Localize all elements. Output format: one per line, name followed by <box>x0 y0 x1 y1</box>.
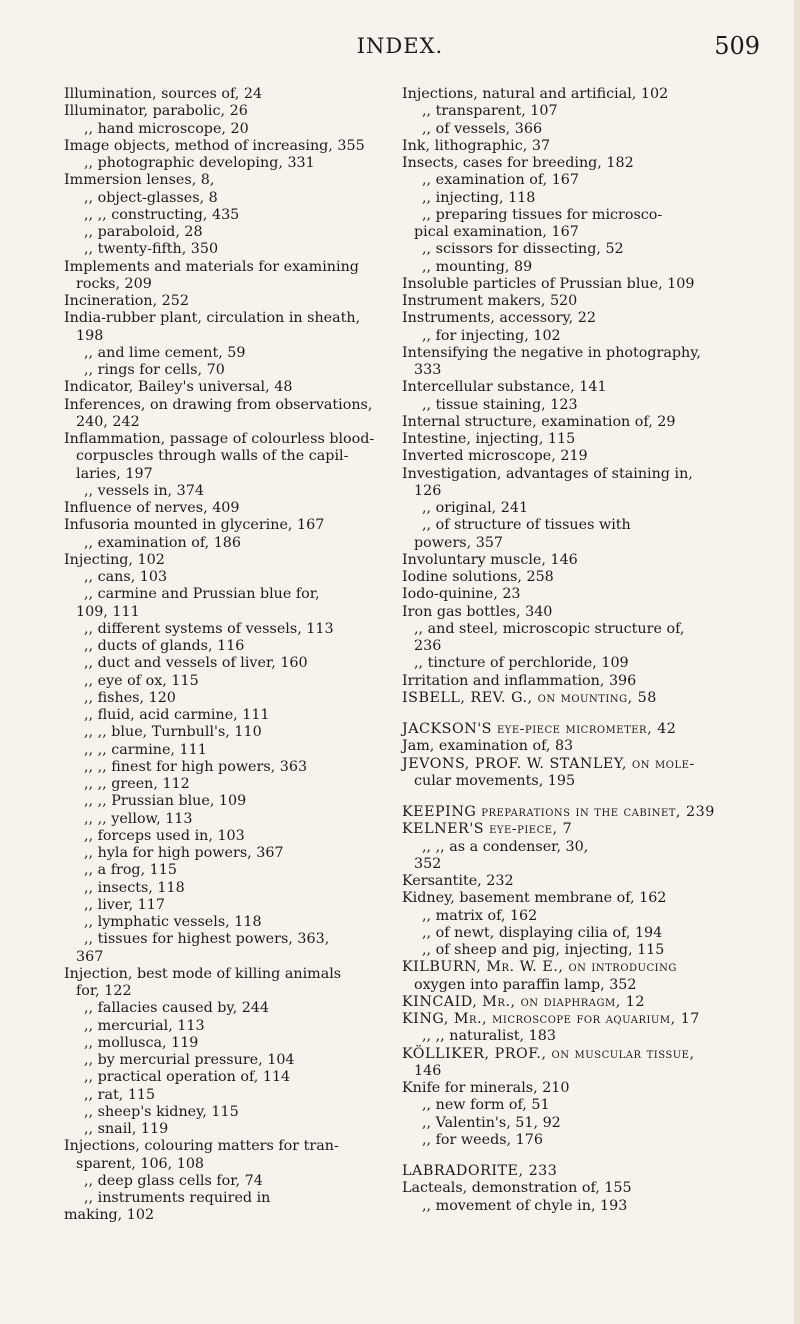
index-entry: Knife for minerals, 210 <box>402 1080 570 1096</box>
index-entry: Illuminator, parabolic, 26 <box>64 103 248 120</box>
index-entry: ,, ,, naturalist, 183 <box>422 1028 556 1045</box>
index-entry: 198 <box>76 327 104 344</box>
index-entry: KING, Mr., microscope for aquarium, 17 <box>402 1011 700 1027</box>
index-entry: ,, rings for cells, 70 <box>84 362 225 378</box>
index-entry: Kidney, basement membrane of, 162 <box>402 890 667 907</box>
page-header <box>0 30 800 64</box>
index-entry: ,, ,, green, 112 <box>84 776 190 792</box>
index-entry: ,, tissue staining, 123 <box>422 396 578 413</box>
index-entry: ,, of structure of tissues with <box>422 517 631 534</box>
index-entry: rocks, 209 <box>76 275 152 292</box>
index-entry: Investigation, advantages of staining in, <box>402 465 693 482</box>
index-entry: Intestine, injecting, 115 <box>402 431 576 447</box>
index-entry: Lacteals, demonstration of, 155 <box>402 1180 632 1197</box>
index-entry: ,, a frog, 115 <box>84 862 177 879</box>
index-entry: Injections, natural and artificial, 102 <box>402 86 669 102</box>
index-entry: LABRADORITE, 233 <box>402 1163 558 1179</box>
index-entry: ,, ,, blue, Turnbull's, 110 <box>84 724 262 741</box>
index-entry: Inflammation, passage of colourless blood- <box>64 431 375 447</box>
index-entry: JEVONS, PROF. W. STANLEY, on mole- <box>402 755 695 772</box>
index-entry: ,, for weeds, 176 <box>422 1131 543 1148</box>
index-entry: 109, 111 <box>76 603 140 620</box>
index-entry: ,, practical operation of, 114 <box>84 1069 291 1086</box>
index-entry: Implements and materials for examining <box>64 258 359 275</box>
index-entry: ,, insects, 118 <box>84 879 185 896</box>
index-entry: Iodine solutions, 258 <box>402 569 554 585</box>
index-entry: corpuscles through walls of the capil- <box>76 448 349 465</box>
index-entry: oxygen into paraffin lamp, 352 <box>414 976 637 993</box>
index-entry: Influence of nerves, 409 <box>64 500 240 516</box>
index-column-left <box>64 86 404 1225</box>
index-entry: ,, for injecting, 102 <box>422 327 561 344</box>
index-entry: 236 <box>414 638 442 654</box>
index-entry: Irritation and inflammation, 396 <box>402 672 637 689</box>
index-entry: ,, hyla for high powers, 367 <box>84 845 284 861</box>
index-entry: laries, 197 <box>76 465 153 482</box>
index-entry: sparent, 106, 108 <box>76 1155 205 1172</box>
index-entry: Inferences, on drawing from observations, <box>64 396 373 413</box>
index-entry: ,, of vessels, 366 <box>422 120 543 137</box>
index-entry: ,, object-glasses, 8 <box>84 189 218 206</box>
index-entry: Injecting, 102 <box>64 551 165 568</box>
index-entry: Indicator, Bailey's universal, 48 <box>64 379 293 396</box>
index-entry: 352 <box>414 855 442 872</box>
index-entry: ,, ducts of glands, 116 <box>84 638 245 654</box>
index-entry: ,, cans, 103 <box>84 569 168 585</box>
index-entry: Intensifying the negative in photography, <box>402 344 701 361</box>
index-entry: ,, liver, 117 <box>84 896 165 913</box>
index-entry: Instrument makers, 520 <box>402 293 578 309</box>
index-entry: ,, ,, constructing, 435 <box>84 206 240 223</box>
index-entry: ,, tincture of perchloride, 109 <box>414 655 629 672</box>
index-entry: ,, ,, finest for high powers, 363 <box>84 758 308 775</box>
index-entry: making, 102 <box>64 1207 155 1224</box>
index-entry: Insects, cases for breeding, 182 <box>402 155 634 171</box>
index-entry: JACKSON'S eye-piece micrometer, 42 <box>402 721 677 737</box>
page-number: 509 <box>714 32 760 60</box>
index-entry: ,, forceps used in, 103 <box>84 827 245 844</box>
index-entry: ,, of newt, displaying cilia of, 194 <box>422 924 663 941</box>
index-entry: Infusoria mounted in glycerine, 167 <box>64 517 325 534</box>
index-entry: Intercellular substance, 141 <box>402 379 607 396</box>
index-entry: KELNER'S eye-piece, 7 <box>402 821 573 838</box>
index-entry: ,, ,, yellow, 113 <box>84 810 193 827</box>
index-entry: Insoluble particles of Prussian blue, 109 <box>402 275 695 292</box>
index-entry: ,, of sheep and pig, injecting, 115 <box>422 942 665 958</box>
index-entry: ,, scissors for dissecting, 52 <box>422 241 624 258</box>
index-entry: ,, deep glass cells for, 74 <box>84 1172 263 1189</box>
index-entry: ,, mollusca, 119 <box>84 1034 199 1051</box>
index-entry: 146 <box>414 1062 442 1079</box>
index-entry: India-rubber plant, circulation in sheath, <box>64 310 361 327</box>
index-entry: ,, vessels in, 374 <box>84 482 204 499</box>
index-entry: ,, eye of ox, 115 <box>84 672 199 689</box>
index-entry: ,, tissues for highest powers, 363, <box>84 931 330 948</box>
index-entry: Internal structure, examination of, 29 <box>402 413 676 430</box>
index-column-right <box>402 86 764 1215</box>
index-entry: KINCAID, Mr., on diaphragm, 12 <box>402 993 645 1010</box>
index-entry: ,, hand microscope, 20 <box>84 120 249 137</box>
index-entry: ,, by mercurial pressure, 104 <box>84 1052 295 1068</box>
index-entry: ,, lymphatic vessels, 118 <box>84 914 262 930</box>
index-entry: ,, examination of, 167 <box>422 172 579 189</box>
index-entry: ,, and steel, microscopic structure of, <box>414 620 685 637</box>
index-entry: ,, mercurial, 113 <box>84 1017 205 1034</box>
index-entry: ,, rat, 115 <box>84 1086 156 1103</box>
index-entry: ,, different systems of vessels, 113 <box>84 620 334 637</box>
index-entry: ,, injecting, 118 <box>422 189 536 206</box>
index-entry: 333 <box>414 362 442 378</box>
index-entry: powers, 357 <box>414 534 504 551</box>
index-entry: ,, snail, 119 <box>84 1121 169 1137</box>
index-entry: ISBELL, REV. G., on mounting, 58 <box>402 689 657 706</box>
index-entry: ,, ,, as a condenser, 30, <box>422 838 589 855</box>
index-entry: ,, paraboloid, 28 <box>84 224 203 240</box>
index-entry: ,, carmine and Prussian blue for, <box>84 586 320 603</box>
index-entry: ,, preparing tissues for microsco- <box>422 206 663 223</box>
index-entry: Iron gas bottles, 340 <box>402 603 553 620</box>
index-entry: Incineration, 252 <box>64 293 189 309</box>
index-entry: ,, movement of chyle in, 193 <box>422 1197 628 1214</box>
index-entry: ,, original, 241 <box>422 500 529 516</box>
index-entry: Image objects, method of increasing, 355 <box>64 137 365 154</box>
index-entry: ,, and lime cement, 59 <box>84 344 246 361</box>
index-entry: ,, mounting, 89 <box>422 258 533 275</box>
index-entry: ,, duct and vessels of liver, 160 <box>84 655 308 672</box>
index-entry: cular movements, 195 <box>414 772 576 789</box>
index-entry: 126 <box>414 482 442 499</box>
index-entry: ,, matrix of, 162 <box>422 907 538 924</box>
page-title: INDEX. <box>356 34 444 58</box>
index-entry: ,, instruments required in <box>84 1190 271 1206</box>
index-entry: ,, examination of, 186 <box>84 534 241 551</box>
index-entry: Ink, lithographic, 37 <box>402 137 551 154</box>
index-entry: Iodo-quinine, 23 <box>402 586 521 603</box>
index-entry: ,, ,, carmine, 111 <box>84 741 207 758</box>
index-entry: 367 <box>76 948 104 965</box>
index-entry: Instruments, accessory, 22 <box>402 310 596 327</box>
index-entry: Jam, examination of, 83 <box>402 738 574 755</box>
index-entry: ,, fluid, acid carmine, 111 <box>84 707 270 723</box>
index-entry: Kersantite, 232 <box>402 873 514 889</box>
index-entry: ,, fallacies caused by, 244 <box>84 1000 269 1017</box>
index-entry: ,, photographic developing, 331 <box>84 155 315 171</box>
index-entry: KÖLLIKER, PROF., on muscular tissue, <box>402 1045 695 1062</box>
index-entry: KEEPING preparations in the cabinet, 239 <box>402 804 715 820</box>
index-entry: ,, ,, Prussian blue, 109 <box>84 793 247 810</box>
index-entry: ,, new form of, 51 <box>422 1097 550 1114</box>
index-entry: Injection, best mode of killing animals <box>64 965 342 982</box>
index-entry: ,, fishes, 120 <box>84 689 176 706</box>
index-entry: ,, twenty-fifth, 350 <box>84 241 219 258</box>
index-entry: ,, transparent, 107 <box>422 103 558 120</box>
index-entry: Involuntary muscle, 146 <box>402 551 578 568</box>
index-entry: for, 122 <box>76 983 132 999</box>
page-edge <box>794 0 800 1324</box>
index-entry: pical examination, 167 <box>414 224 579 240</box>
index-entry: ,, sheep's kidney, 115 <box>84 1103 239 1120</box>
index-entry: Injections, colouring matters for tran- <box>64 1138 339 1155</box>
index-entry: 240, 242 <box>76 413 140 430</box>
index-entry: Immersion lenses, 8, <box>64 172 215 189</box>
index-entry: ,, Valentin's, 51, 92 <box>422 1114 561 1131</box>
index-entry: Inverted microscope, 219 <box>402 448 588 465</box>
index-entry: KILBURN, Mr. W. E., on introducing <box>402 959 677 976</box>
index-entry: Illumination, sources of, 24 <box>64 86 263 102</box>
